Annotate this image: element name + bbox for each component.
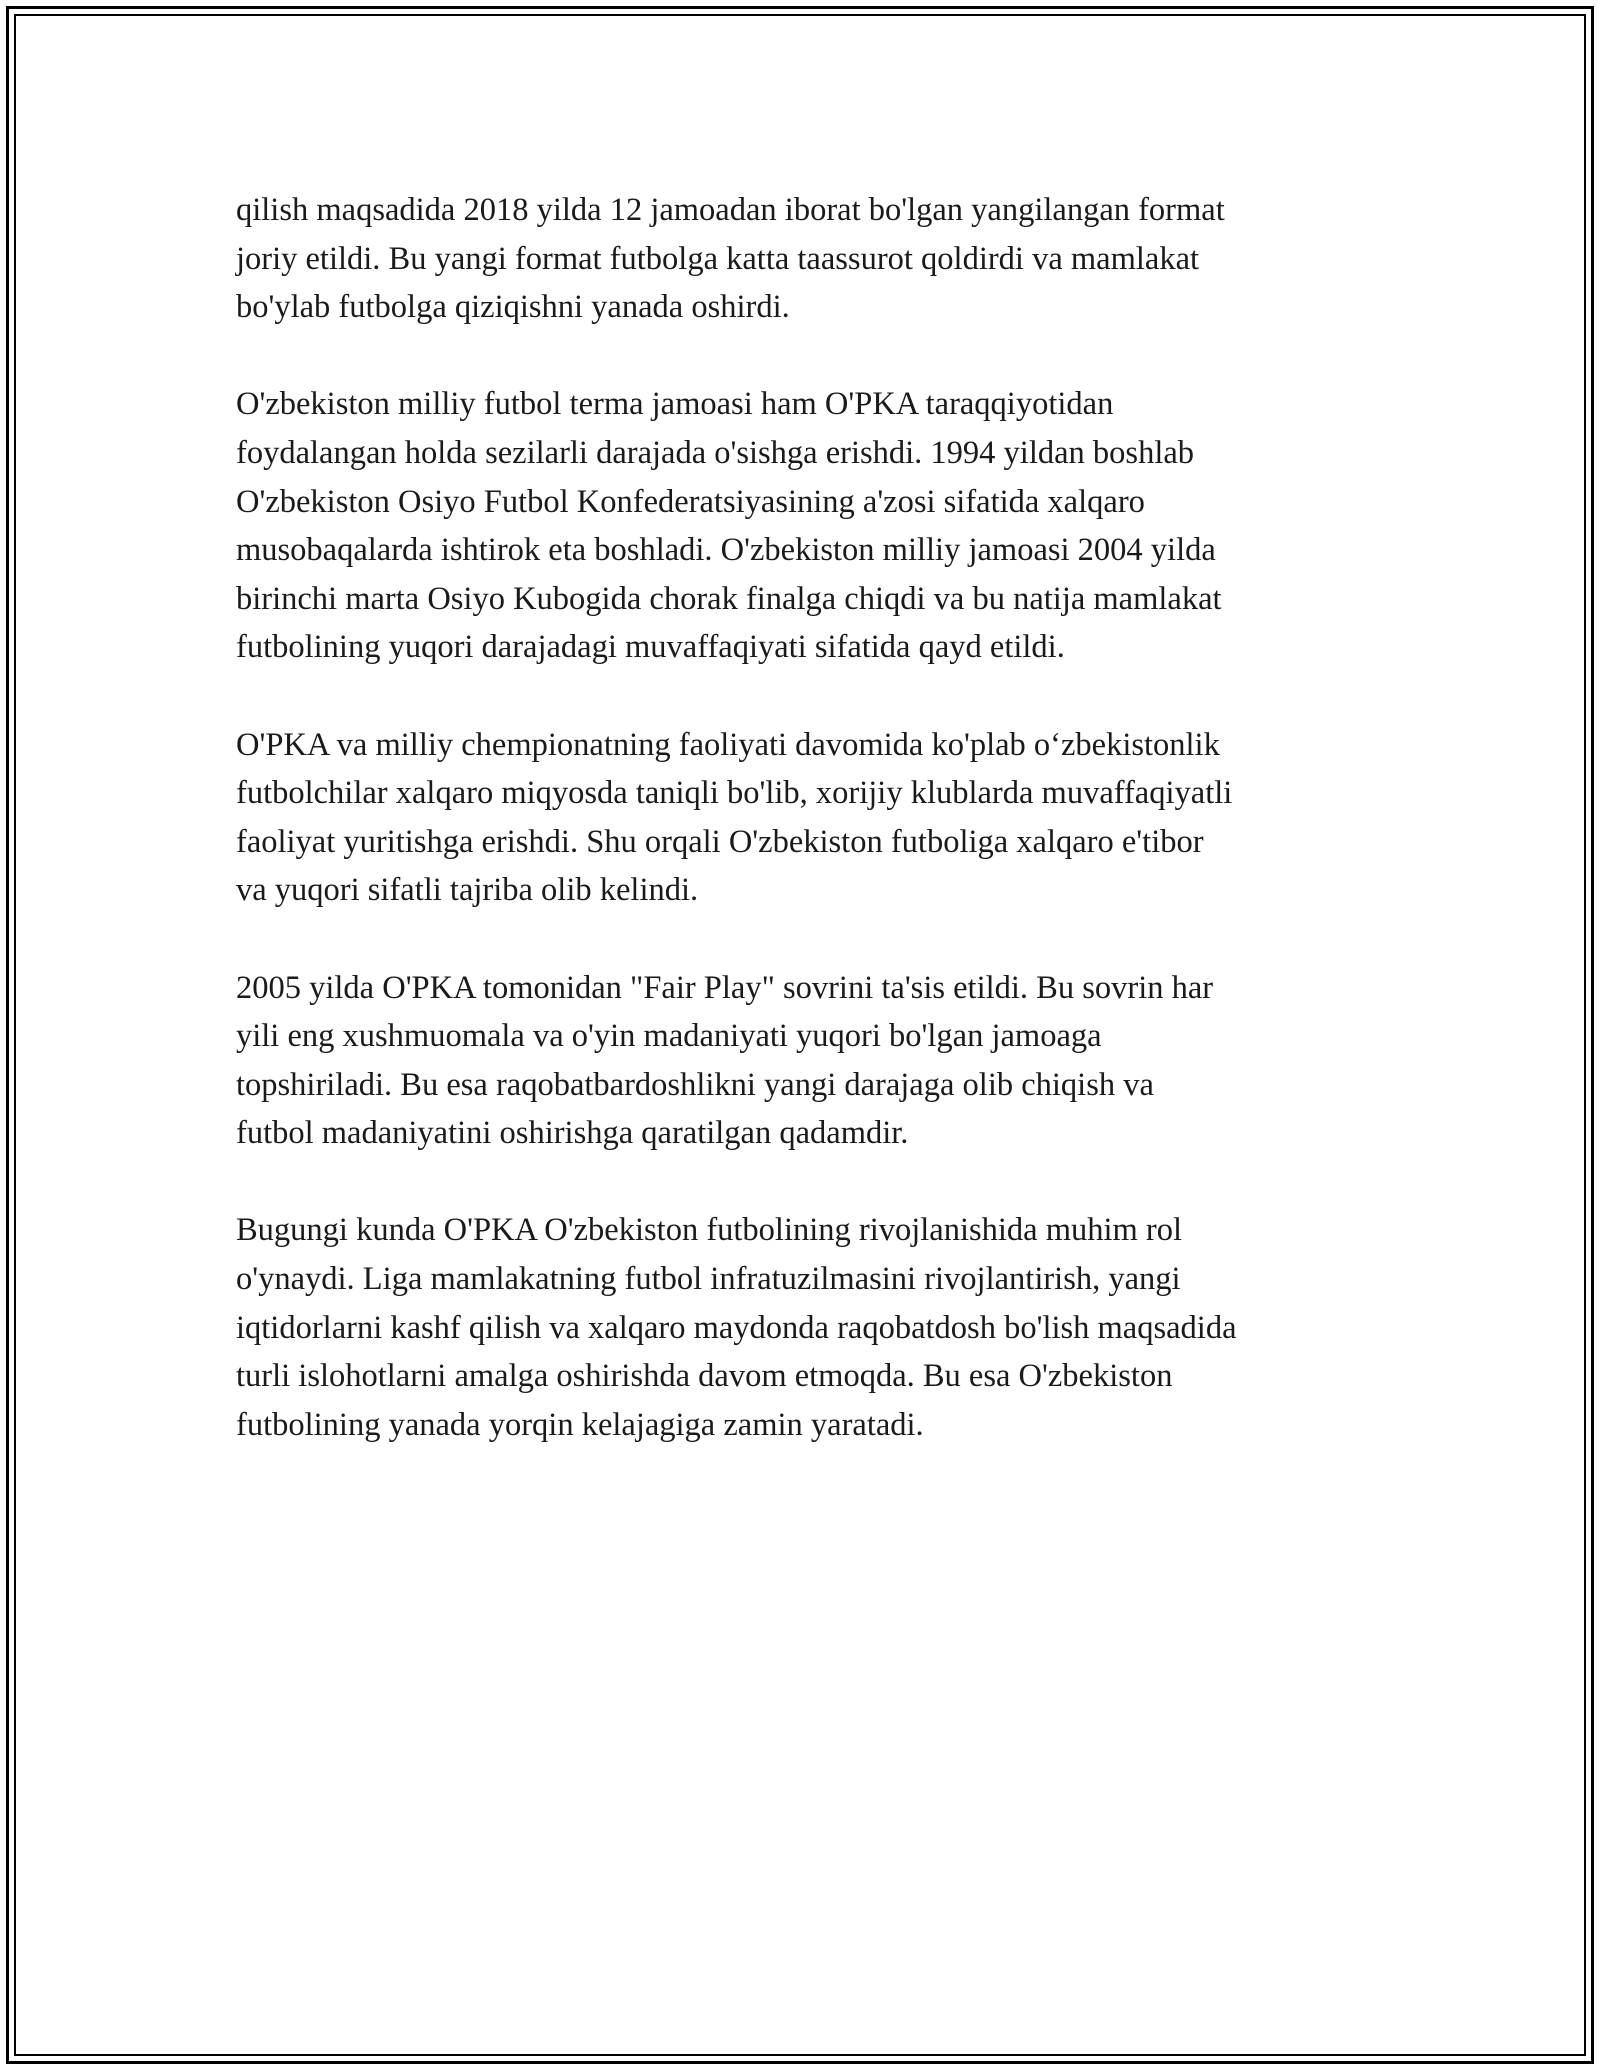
paragraph-fair-play-award: 2005 yilda O'PKA tomonidan "Fair Play" sovrini ta'sis etildi. Bu sovrin har yili eng xushmuomala va o'yin madaniyati yuqori bo'lgan jamoaga topshiriladi. Bu esa raqobatbardoshlikni yangi darajaga olib chiqish va futbol madaniyatini oshirishga qaratilgan qadamdir. (236, 969, 1214, 1152)
document-body (236, 186, 1386, 1498)
paragraph-format-update: qilish maqsadida 2018 yilda 12 jamoadan iborat bo'lgan yangilangan format joriy etildi. Bu yangi format futbolga katta taassurot qoldirdi va mamlakat bo'ylab futbolga qiziqishni yanada oshirdi. (236, 192, 1225, 326)
paragraph-players-abroad: O'PKA va milliy chempionatning faoliyati davomida ko'plab o‘zbekistonlik futbolchilar xalqaro miqyosda taniqli bo'lib, xorijiy klublarda muvaffaqiyatli faoliyat yuritishga erishdi. Shu orqali O'zbekiston futboliga xalqaro e'tibor va yuqori sifatli tajriba olib kelindi. (236, 726, 1233, 909)
paragraph-national-team: O'zbekiston milliy futbol terma jamoasi ham O'PKA taraqqiyotidan foydalangan holda sezilarli darajada o'sishga erishdi. 1994 yildan boshlab O'zbekiston Osiyo Futbol Konfederatsiyasining a'zosi sifatida xalqaro musobaqalarda ishtirok eta boshladi. O'zbekiston milliy jamoasi 2004 yilda birinchi marta Osiyo Kubogida chorak finalga chiqdi va bu natija mamlakat futbolining yuqori darajadagi muvaffaqiyati sifatida qayd etildi. (236, 386, 1222, 666)
paragraph-current-role: Bugungi kunda O'PKA O'zbekiston futbolining rivojlanishida muhim rol o'ynaydi. Liga mamlakatning futbol infratuzilmasini rivojlantirish, yangi iqtidorlarni kashf qilish va xalqaro maydonda raqobatdosh bo'lish maqsadida turli islohotlarni amalga oshirishda davom etmoqda. Bu esa O'zbekiston futbolining yanada yorqin kelajagiga zamin yaratadi. (236, 1212, 1237, 1443)
